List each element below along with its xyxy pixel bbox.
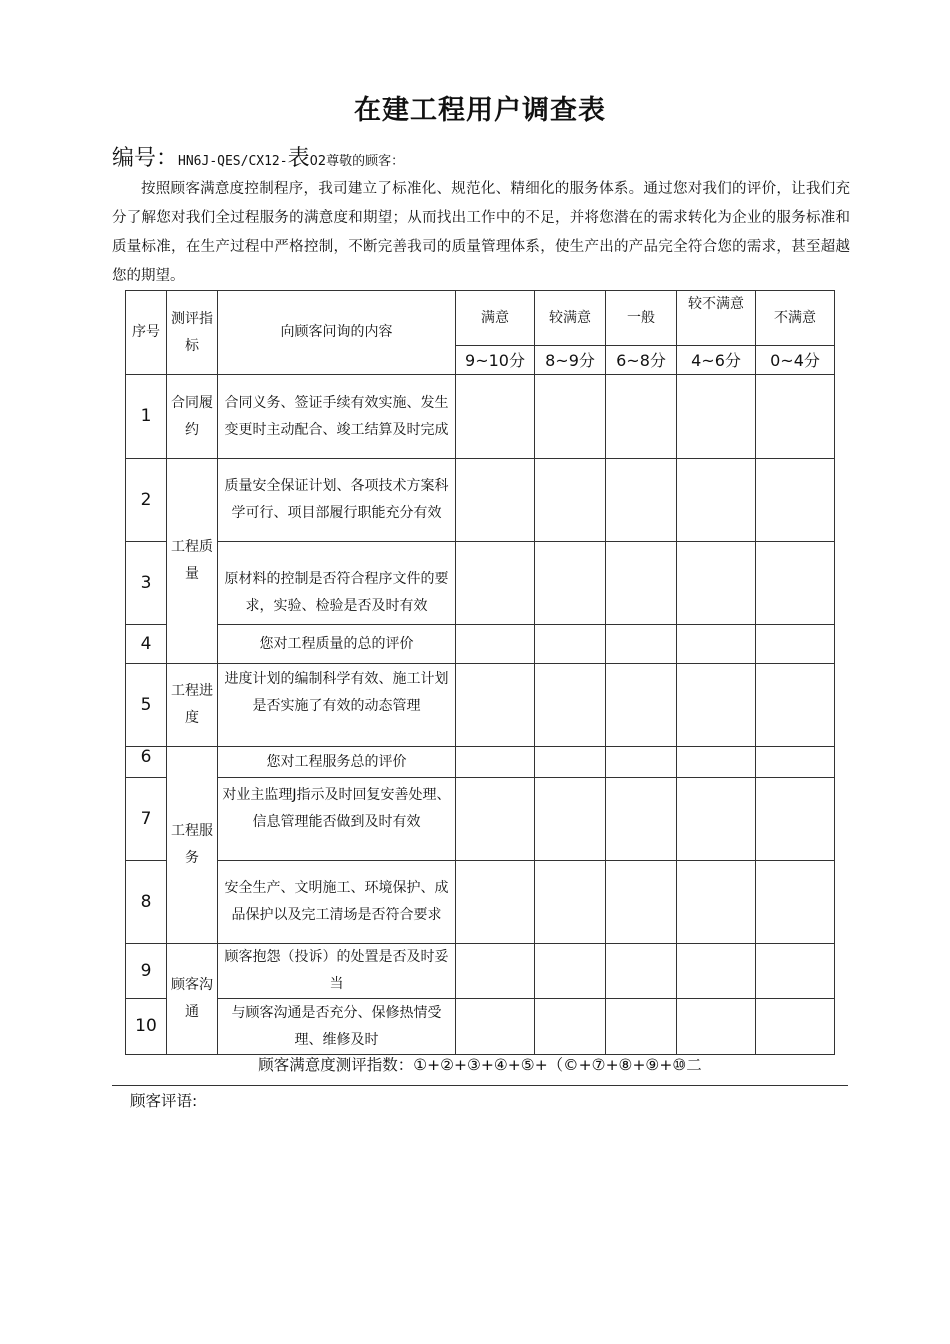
question-text: 合同义务、签证手续有效实施、发生变更时主动配合、竣工结算及时完成 [218, 375, 456, 459]
rating-cell[interactable] [756, 542, 835, 625]
row-number: 3 [126, 542, 167, 625]
indicator-quality: 工程质量 [167, 459, 218, 664]
header-score-fairly-unsatisfied: 4~6分 [677, 346, 756, 375]
survey-table [125, 290, 835, 1055]
question-text: 质量安全保证计划、各项技术方案科学可行、项目部履行职能充分有效 [218, 459, 456, 542]
rating-cell[interactable] [756, 625, 835, 664]
row-number: 7 [126, 778, 167, 861]
rating-cell[interactable] [456, 999, 535, 1055]
rating-cell[interactable] [606, 459, 677, 542]
question-text: 与顾客沟通是否充分、保修热情受理、维修及时 [218, 999, 456, 1055]
row-number: 2 [126, 459, 167, 542]
rating-cell[interactable] [606, 999, 677, 1055]
rating-cell[interactable] [677, 778, 756, 861]
question-text: 原材料的控制是否符合程序文件的要求，实验、检验是否及时有效 [218, 542, 456, 625]
table-row [126, 542, 835, 625]
rating-cell[interactable] [756, 944, 835, 999]
row-number: 6 [126, 747, 167, 778]
rating-cell[interactable] [535, 542, 606, 625]
code-prefix: 编号： [112, 146, 179, 171]
rating-cell[interactable] [535, 944, 606, 999]
divider [112, 1085, 848, 1086]
rating-cell[interactable] [756, 375, 835, 459]
rating-cell[interactable] [677, 625, 756, 664]
rating-cell[interactable] [456, 459, 535, 542]
rating-cell[interactable] [677, 664, 756, 747]
table-row [126, 459, 835, 542]
document-code-line [112, 141, 852, 172]
indicator-communication: 顾客沟通 [167, 944, 218, 1055]
rating-cell[interactable] [535, 999, 606, 1055]
row-number: 1 [126, 375, 167, 459]
rating-cell[interactable] [606, 625, 677, 664]
header-no: 序号 [126, 291, 167, 375]
header-content: 向顾客问询的内容 [218, 291, 456, 375]
indicator-service: 工程服务 [167, 747, 218, 944]
rating-cell[interactable] [756, 459, 835, 542]
indicator-contract: 合同履约 [167, 375, 218, 459]
rating-cell[interactable] [606, 747, 677, 778]
code-table-word: 表 [287, 146, 310, 171]
row-number: 9 [126, 944, 167, 999]
header-score-average: 6~8分 [606, 346, 677, 375]
rating-cell[interactable] [535, 625, 606, 664]
rating-cell[interactable] [456, 861, 535, 944]
rating-cell[interactable] [606, 542, 677, 625]
rating-cell[interactable] [756, 861, 835, 944]
rating-cell[interactable] [535, 861, 606, 944]
intro-paragraph: 按照顾客满意度控制程序，我司建立了标准化、规范化、精细化的服务体系。通过您对我们的评价，让我们充分了解您对我们全过程服务的满意度和期望；从而找出工作中的不足，并将您潜在的需求转化为企业的服务标准和质量标准，在生产过程中严格控制，不断完善我司的质量管理体系，使生产出的产品完全符合您的需求，甚至超越您的期望。 [112, 181, 850, 284]
rating-cell[interactable] [677, 999, 756, 1055]
rating-cell[interactable] [606, 664, 677, 747]
rating-cell[interactable] [535, 664, 606, 747]
rating-cell[interactable] [456, 542, 535, 625]
rating-cell[interactable] [606, 778, 677, 861]
rating-cell[interactable] [677, 459, 756, 542]
rating-cell[interactable] [456, 664, 535, 747]
table-row [126, 944, 835, 999]
rating-cell[interactable] [535, 747, 606, 778]
rating-cell[interactable] [756, 747, 835, 778]
header-level-unsatisfied: 不满意 [756, 291, 835, 346]
header-level-satisfied: 满意 [456, 291, 535, 346]
table-row [126, 664, 835, 747]
rating-cell[interactable] [677, 861, 756, 944]
rating-cell[interactable] [456, 778, 535, 861]
table-row [126, 747, 835, 778]
rating-cell[interactable] [606, 375, 677, 459]
question-text: 安全生产、文明施工、环境保护、成品保护以及完工清场是否符合要求 [218, 861, 456, 944]
rating-cell[interactable] [456, 375, 535, 459]
rating-cell[interactable] [677, 944, 756, 999]
question-text: 您对工程服务总的评价 [218, 747, 456, 778]
rating-cell[interactable] [535, 778, 606, 861]
table-row [126, 861, 835, 944]
header-indicator: 测评指标 [167, 291, 218, 375]
table-row [126, 625, 835, 664]
indicator-progress: 工程进度 [167, 664, 218, 747]
row-number: 10 [126, 999, 167, 1055]
row-number: 8 [126, 861, 167, 944]
rating-cell[interactable] [606, 861, 677, 944]
rating-cell[interactable] [677, 542, 756, 625]
rating-cell[interactable] [456, 625, 535, 664]
question-text: 您对工程质量的总的评价 [218, 625, 456, 664]
page-title: 在建工程用户调查表 [354, 95, 606, 126]
header-score-satisfied: 9~10分 [456, 346, 535, 375]
header-score-fairly-satisfied: 8~9分 [535, 346, 606, 375]
question-text: 进度计划的编制科学有效、施工计划是否实施了有效的动态管理 [218, 664, 456, 747]
question-text: 对业主监理J指示及时回复安善处理、信息管理能否做到及时有效 [218, 778, 456, 861]
rating-cell[interactable] [677, 747, 756, 778]
rating-cell[interactable] [756, 999, 835, 1055]
question-text: 顾客抱怨（投诉）的处置是否及时妥当 [218, 944, 456, 999]
rating-cell[interactable] [677, 375, 756, 459]
table-row [126, 778, 835, 861]
code-number: HN6J-QES/CX12- [178, 154, 288, 169]
header-score-unsatisfied: 0~4分 [756, 346, 835, 375]
header-level-fairly-unsatisfied: 较不满意 [677, 291, 756, 346]
rating-cell[interactable] [456, 747, 535, 778]
row-number: 4 [126, 625, 167, 664]
header-level-fairly-satisfied: 较满意 [535, 291, 606, 346]
rating-cell[interactable] [606, 944, 677, 999]
satisfaction-index-formula: 顾客满意度测评指数：①+②+③+④+⑤+（©+⑦+⑧+⑨+⑩二 [258, 1056, 702, 1074]
rating-cell[interactable] [756, 778, 835, 861]
header-level-average: 一般 [606, 291, 677, 346]
rating-cell[interactable] [756, 664, 835, 747]
rating-cell[interactable] [456, 944, 535, 999]
greeting: 02尊敬的顾客： [309, 154, 405, 169]
table-row [126, 999, 835, 1055]
rating-cell[interactable] [535, 375, 606, 459]
row-number: 5 [126, 664, 167, 747]
table-row [126, 375, 835, 459]
customer-comment-label: 顾客评语: [130, 1092, 198, 1110]
rating-cell[interactable] [535, 459, 606, 542]
